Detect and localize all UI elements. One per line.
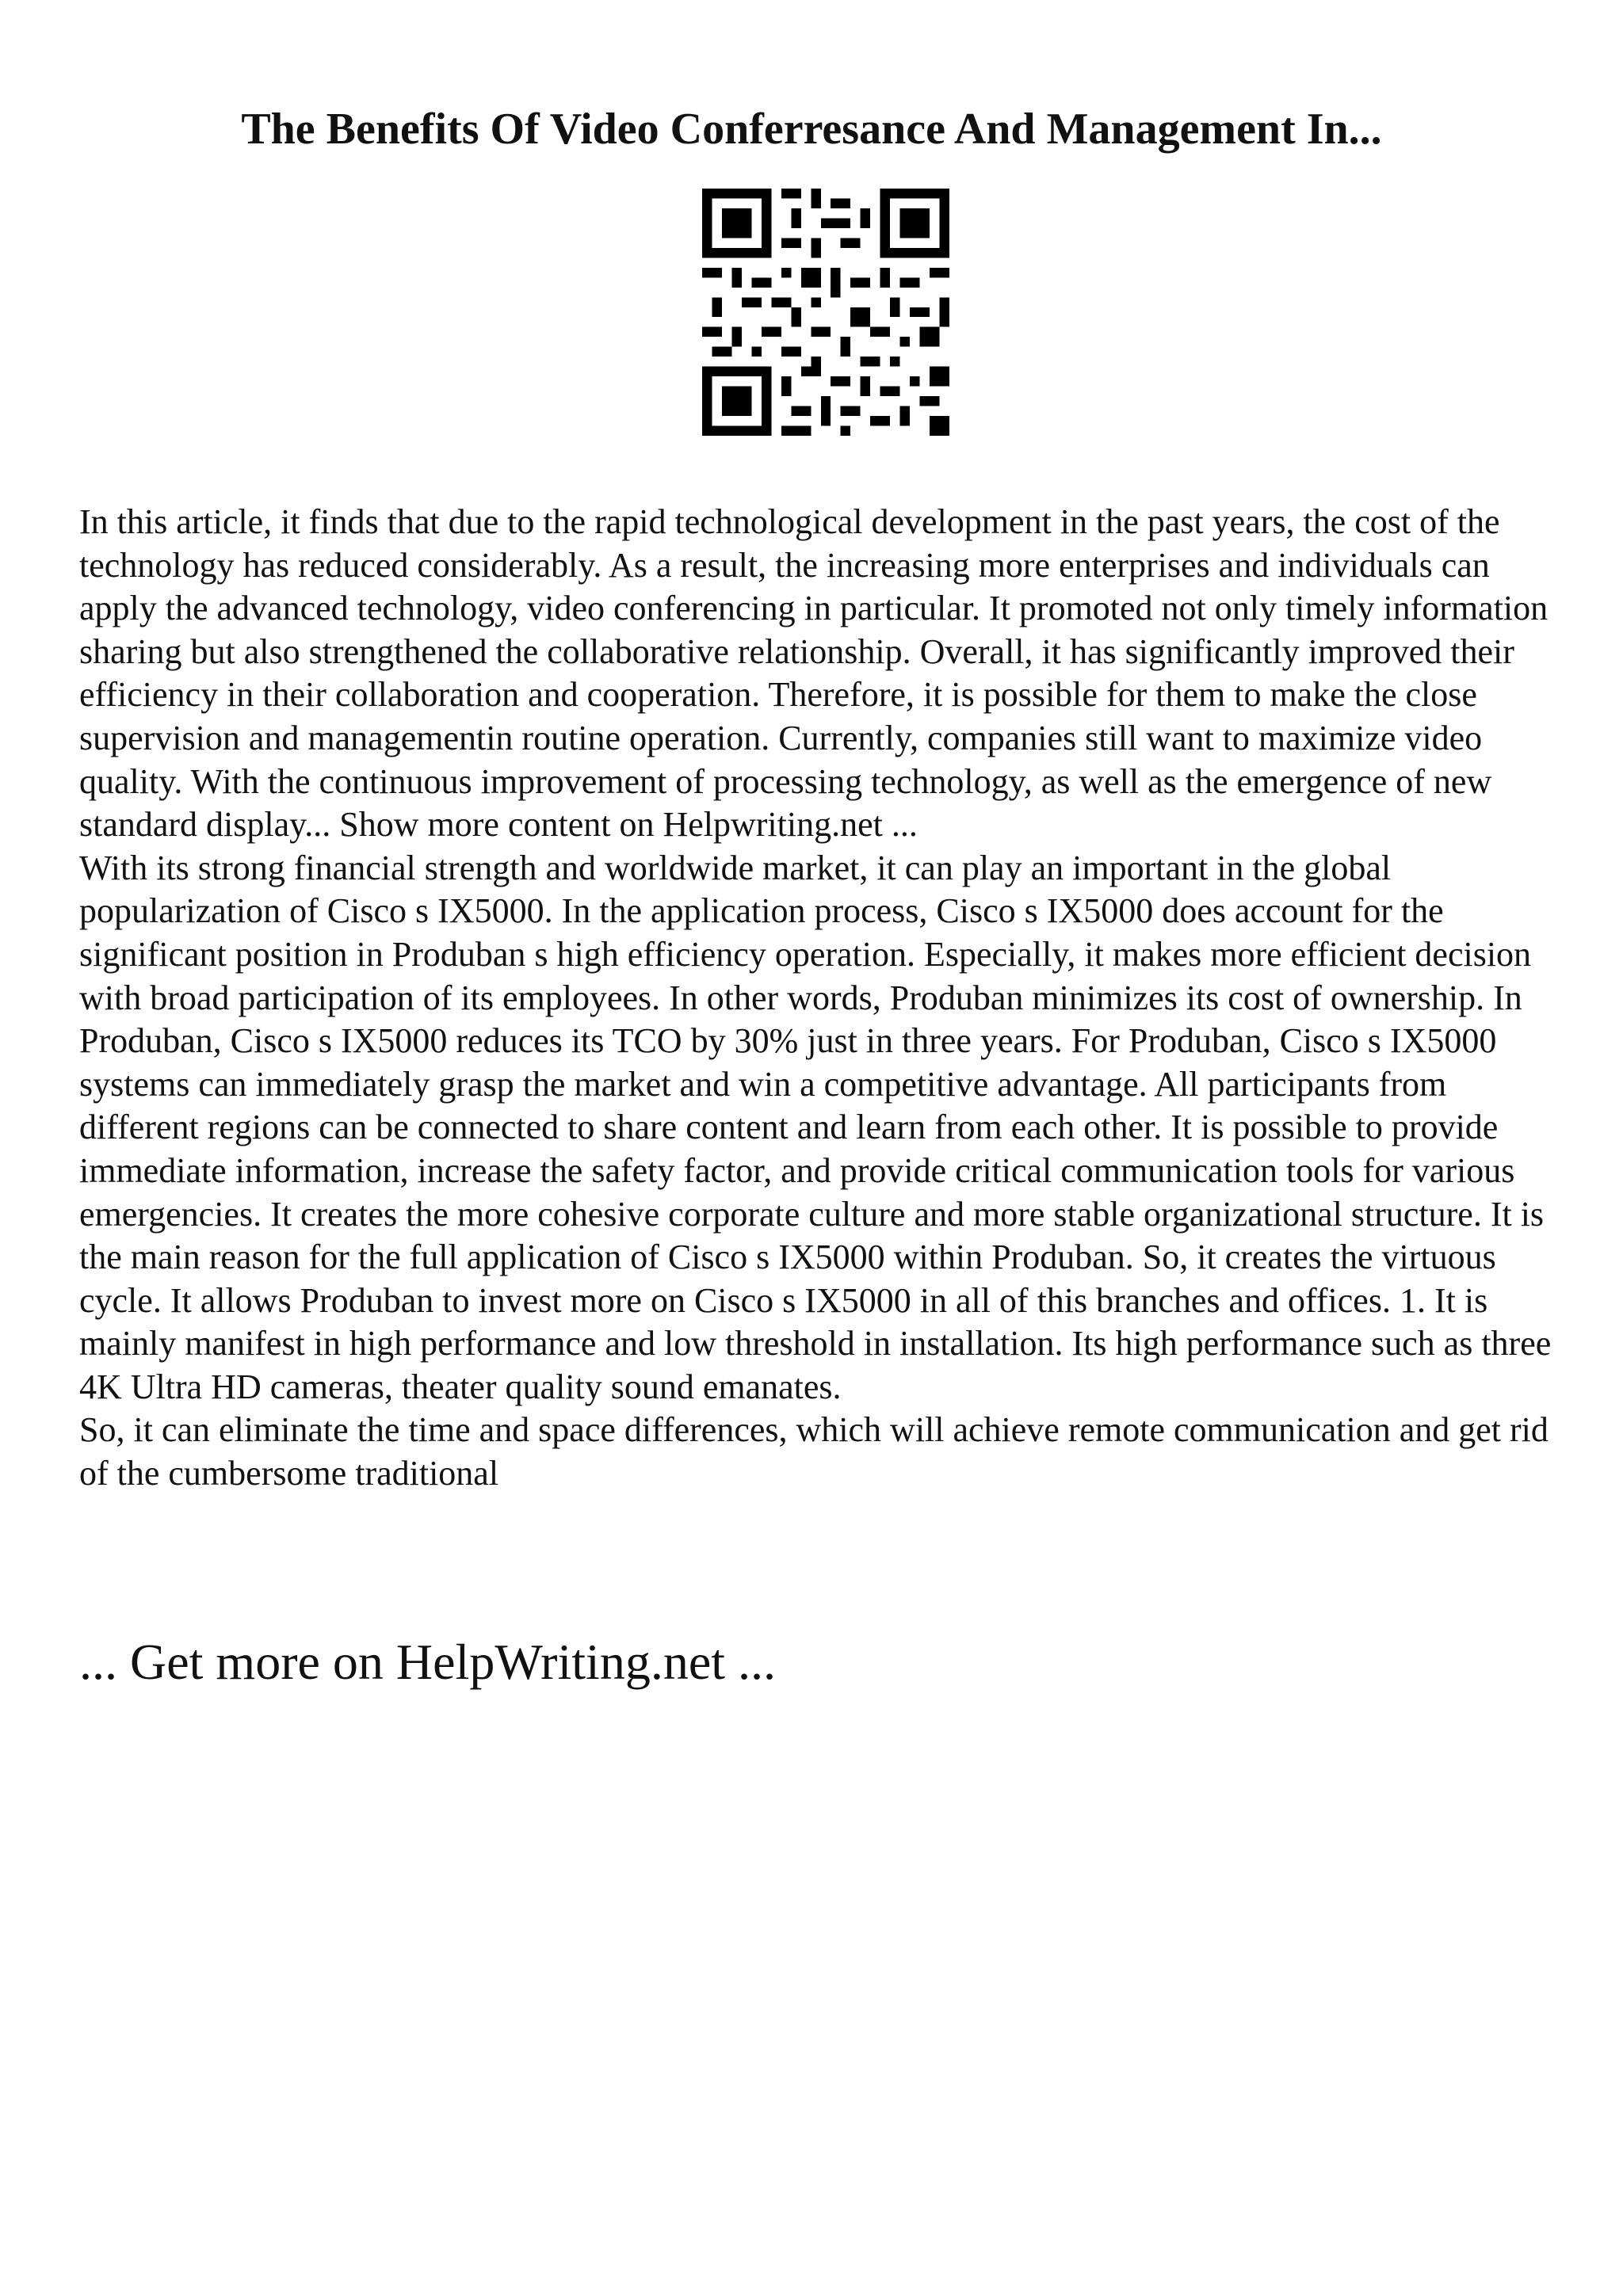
page-title: The Benefits Of Video Conferresance And Management In... bbox=[241, 105, 1382, 154]
paragraph: In this article, it finds that due to the rapid technological development in the past years, the cost of the technology has reduced considerably. As a result, the increasing more enterprises and individuals can apply the advanced technology, video conferencing in particular. It promoted not only timely information sharing but also strengthened the collaborative relationship. Overall, it has significantly improved their efficiency in their collaboration and cooperation. Therefore, it is possible for them to make the close supervision and managementin routine operation. Currently, companies still want to maximize video quality. With the continuous improvement of processing technology, as well as the emergence of new standard display... Show more content on Helpwriting.net ... bbox=[79, 502, 1549, 845]
get-more-link[interactable]: ... Get more on HelpWriting.net ... bbox=[79, 1634, 776, 1690]
qr-code-icon bbox=[702, 189, 949, 436]
paragraph: With its strong financial strength and worldwide market, it can play an important in the global popularization of Cisco s IX5000. In the application process, Cisco s IX5000 does account for the significant position in Produban s high efficiency operation. Especially, it makes more efficient decision with broad participation of its employees. In other words, Produban minimizes its cost of ownership. In Produban, Cisco s IX5000 reduces its TCO by 30% just in three years. For Produban, Cisco s IX5000 systems can immediately grasp the market and win a competitive advantage. All participants from different regions can be connected to share content and learn from each other. It is possible to provide immediate information, increase the safety factor, and provide critical communication tools for various emergencies. It creates the more cohesive corporate culture and more stable organizational structure. It is the main reason for the full application of Cisco s IX5000 within Produban. So, it creates the virtuous cycle. It allows Produban to invest more on Cisco s IX5000 in all of this branches and offices. 1. It is mainly manifest in high performance and low threshold in installation. Its high performance such as three 4K Ultra HD cameras, theater quality sound emanates. bbox=[79, 848, 1552, 1406]
paragraph: So, it can eliminate the time and space differences, which will achieve remote communication and get rid of the cumbersome traditional bbox=[79, 1410, 1549, 1493]
article-body bbox=[79, 501, 1553, 1496]
